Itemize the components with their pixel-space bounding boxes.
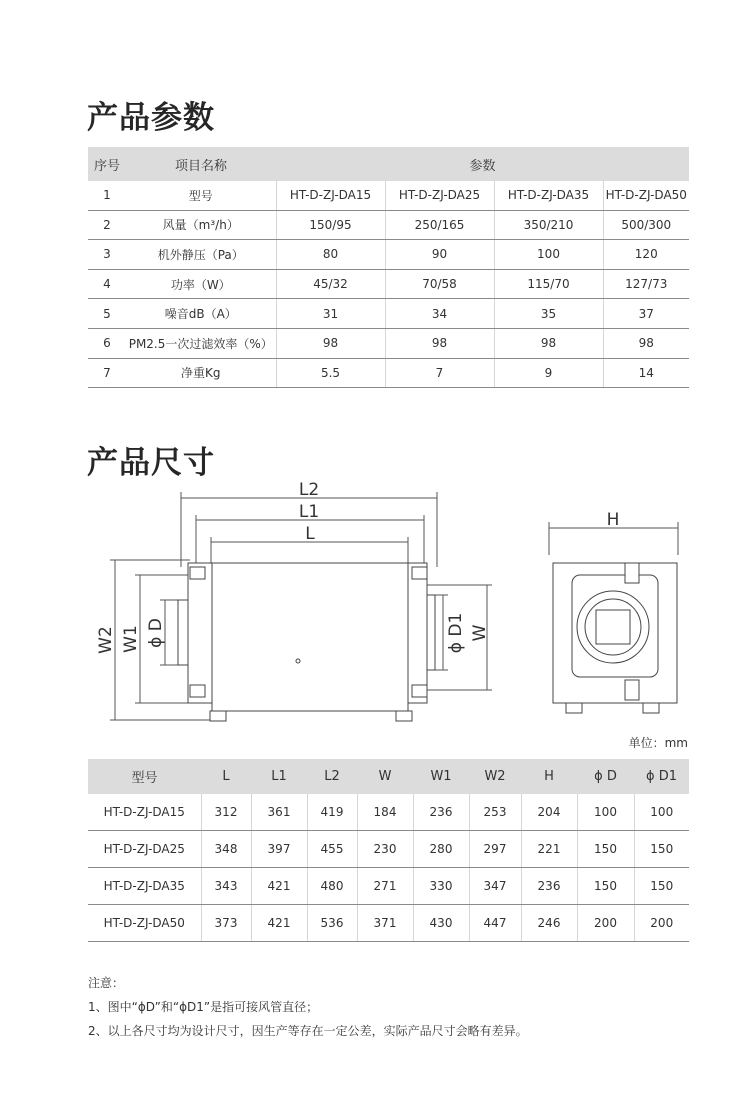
- dimension-cell: 371: [357, 905, 413, 942]
- dimension-cell: 246: [521, 905, 577, 942]
- dimension-cell: 480: [307, 868, 357, 905]
- spec-row: [88, 210, 689, 240]
- dimension-cell: 312: [201, 794, 251, 831]
- label-phiD: ϕ D: [146, 618, 166, 648]
- spec-cell: 45/32: [276, 269, 385, 299]
- dimension-cell: 204: [521, 794, 577, 831]
- spec-cell: 350/210: [494, 210, 603, 240]
- spec-row: [88, 358, 689, 388]
- spec-cell: 115/70: [494, 269, 603, 299]
- side-view-drawing: [553, 563, 677, 713]
- spec-cell: 31: [276, 299, 385, 329]
- label-W2: W2: [96, 626, 116, 654]
- spec-header-index: 序号: [88, 147, 126, 181]
- dimension-cell: HT-D-ZJ-DA35: [88, 868, 201, 905]
- dimension-row: [88, 868, 689, 905]
- spec-cell: 35: [494, 299, 603, 329]
- spec-cell: 98: [603, 328, 689, 358]
- spec-row: [88, 328, 689, 358]
- spec-cell: 2: [88, 210, 126, 240]
- spec-cell: 500/300: [603, 210, 689, 240]
- dimension-cell: 150: [577, 868, 634, 905]
- spec-cell: 3: [88, 240, 126, 270]
- spec-cell: 98: [276, 328, 385, 358]
- dimension-cell: 397: [251, 831, 307, 868]
- dimension-header-cell: L1: [251, 759, 307, 794]
- label-L: L: [305, 524, 315, 544]
- front-view-drawing: [178, 563, 435, 721]
- spec-cell: 7: [385, 358, 494, 388]
- dimension-cell: 150: [577, 831, 634, 868]
- spec-cell: 净重Kg: [126, 358, 276, 388]
- spec-cell: 100: [494, 240, 603, 270]
- dimension-row: [88, 905, 689, 942]
- section-title-parameters: 产品参数: [87, 100, 215, 136]
- dimension-cell: 280: [413, 831, 469, 868]
- spec-cell: 1: [88, 181, 126, 210]
- spec-cell: HT-D-ZJ-DA15: [276, 181, 385, 210]
- dimension-cell: 361: [251, 794, 307, 831]
- dimension-cell: 200: [634, 905, 689, 942]
- spec-cell: 5.5: [276, 358, 385, 388]
- dimension-cell: 297: [469, 831, 521, 868]
- dimension-header-cell: ϕ D1: [634, 759, 689, 794]
- dimension-cell: 230: [357, 831, 413, 868]
- spec-cell: HT-D-ZJ-DA50: [603, 181, 689, 210]
- dimension-header-cell: ϕ D: [577, 759, 634, 794]
- spec-cell: 90: [385, 240, 494, 270]
- dimension-header-cell: 型号: [88, 759, 201, 794]
- spec-cell: 37: [603, 299, 689, 329]
- note-item-1: 1、图中“ϕD”和“ϕD1”是指可接风管直径；: [88, 1000, 319, 1014]
- dimension-cell: 343: [201, 868, 251, 905]
- spec-cell: 机外静压（Pa）: [126, 240, 276, 270]
- dimension-cell: 455: [307, 831, 357, 868]
- dimension-cell: 271: [357, 868, 413, 905]
- spec-cell: 98: [494, 328, 603, 358]
- dimension-cell: 348: [201, 831, 251, 868]
- spec-cell: 风量（m³/h）: [126, 210, 276, 240]
- dimension-diagram: [0, 475, 750, 735]
- dimension-cell: 100: [577, 794, 634, 831]
- dimension-cell: 347: [469, 868, 521, 905]
- spec-row: [88, 269, 689, 299]
- spec-cell: 127/73: [603, 269, 689, 299]
- spec-cell: 7: [88, 358, 126, 388]
- spec-cell: 98: [385, 328, 494, 358]
- spec-table: [88, 147, 689, 388]
- label-W: W: [470, 624, 490, 642]
- dimension-header-cell: L: [201, 759, 251, 794]
- spec-table-header: [88, 147, 689, 181]
- label-L2: L2: [298, 480, 320, 500]
- unit-label: 单位：mm: [628, 736, 688, 750]
- dimension-cell: 430: [413, 905, 469, 942]
- spec-row: [88, 299, 689, 329]
- label-L1: L1: [298, 502, 320, 522]
- dimension-header-cell: W2: [469, 759, 521, 794]
- spec-cell: 4: [88, 269, 126, 299]
- spec-cell: 6: [88, 328, 126, 358]
- dimension-cell: 200: [577, 905, 634, 942]
- dimension-header-cell: L2: [307, 759, 357, 794]
- dimension-header-cell: W1: [413, 759, 469, 794]
- dimension-header-cell: H: [521, 759, 577, 794]
- spec-cell: 34: [385, 299, 494, 329]
- dimension-cell: 447: [469, 905, 521, 942]
- spec-header-params: 参数: [276, 147, 689, 181]
- spec-cell: PM2.5一次过滤效率（%）: [126, 328, 276, 358]
- spec-cell: 型号: [126, 181, 276, 210]
- dimension-header-cell: W: [357, 759, 413, 794]
- dimension-table: [88, 759, 689, 942]
- spec-cell: HT-D-ZJ-DA25: [385, 181, 494, 210]
- dimension-row: [88, 831, 689, 868]
- section-title-dimensions: 产品尺寸: [87, 445, 215, 481]
- dimension-cell: 330: [413, 868, 469, 905]
- dimension-cell: 150: [634, 868, 689, 905]
- dimension-cell: 100: [634, 794, 689, 831]
- spec-cell: 5: [88, 299, 126, 329]
- label-W1: W1: [121, 625, 141, 653]
- spec-row: [88, 181, 689, 210]
- dimension-cell: 221: [521, 831, 577, 868]
- spec-cell: 80: [276, 240, 385, 270]
- dimension-cell: 421: [251, 868, 307, 905]
- dimension-cell: HT-D-ZJ-DA15: [88, 794, 201, 831]
- spec-cell: 150/95: [276, 210, 385, 240]
- spec-cell: 功率（W）: [126, 269, 276, 299]
- dimension-cell: 536: [307, 905, 357, 942]
- dimension-row: [88, 794, 689, 831]
- label-phiD1: ϕ D1: [446, 612, 466, 654]
- dimension-cell: 150: [634, 831, 689, 868]
- dimension-cell: 236: [413, 794, 469, 831]
- dimension-table-header: [88, 759, 689, 794]
- dimension-cell: 253: [469, 794, 521, 831]
- label-H: H: [606, 510, 620, 530]
- note-item-2: 2、以上各尺寸均为设计尺寸，因生产等存在一定公差，实际产品尺寸会略有差异。: [88, 1024, 528, 1038]
- spec-cell: HT-D-ZJ-DA35: [494, 181, 603, 210]
- dimension-cell: 236: [521, 868, 577, 905]
- spec-cell: 14: [603, 358, 689, 388]
- dimension-cell: 373: [201, 905, 251, 942]
- spec-cell: 70/58: [385, 269, 494, 299]
- dimension-cell: 184: [357, 794, 413, 831]
- spec-cell: 噪音dB（A）: [126, 299, 276, 329]
- spec-cell: 120: [603, 240, 689, 270]
- spec-row: [88, 240, 689, 270]
- dimension-cell: 419: [307, 794, 357, 831]
- notes-title: 注意：: [88, 976, 125, 990]
- dimension-cell: HT-D-ZJ-DA25: [88, 831, 201, 868]
- notes: [88, 971, 528, 1043]
- dimension-cell: HT-D-ZJ-DA50: [88, 905, 201, 942]
- spec-cell: 9: [494, 358, 603, 388]
- dimension-cell: 421: [251, 905, 307, 942]
- spec-cell: 250/165: [385, 210, 494, 240]
- spec-header-item: 项目名称: [126, 147, 276, 181]
